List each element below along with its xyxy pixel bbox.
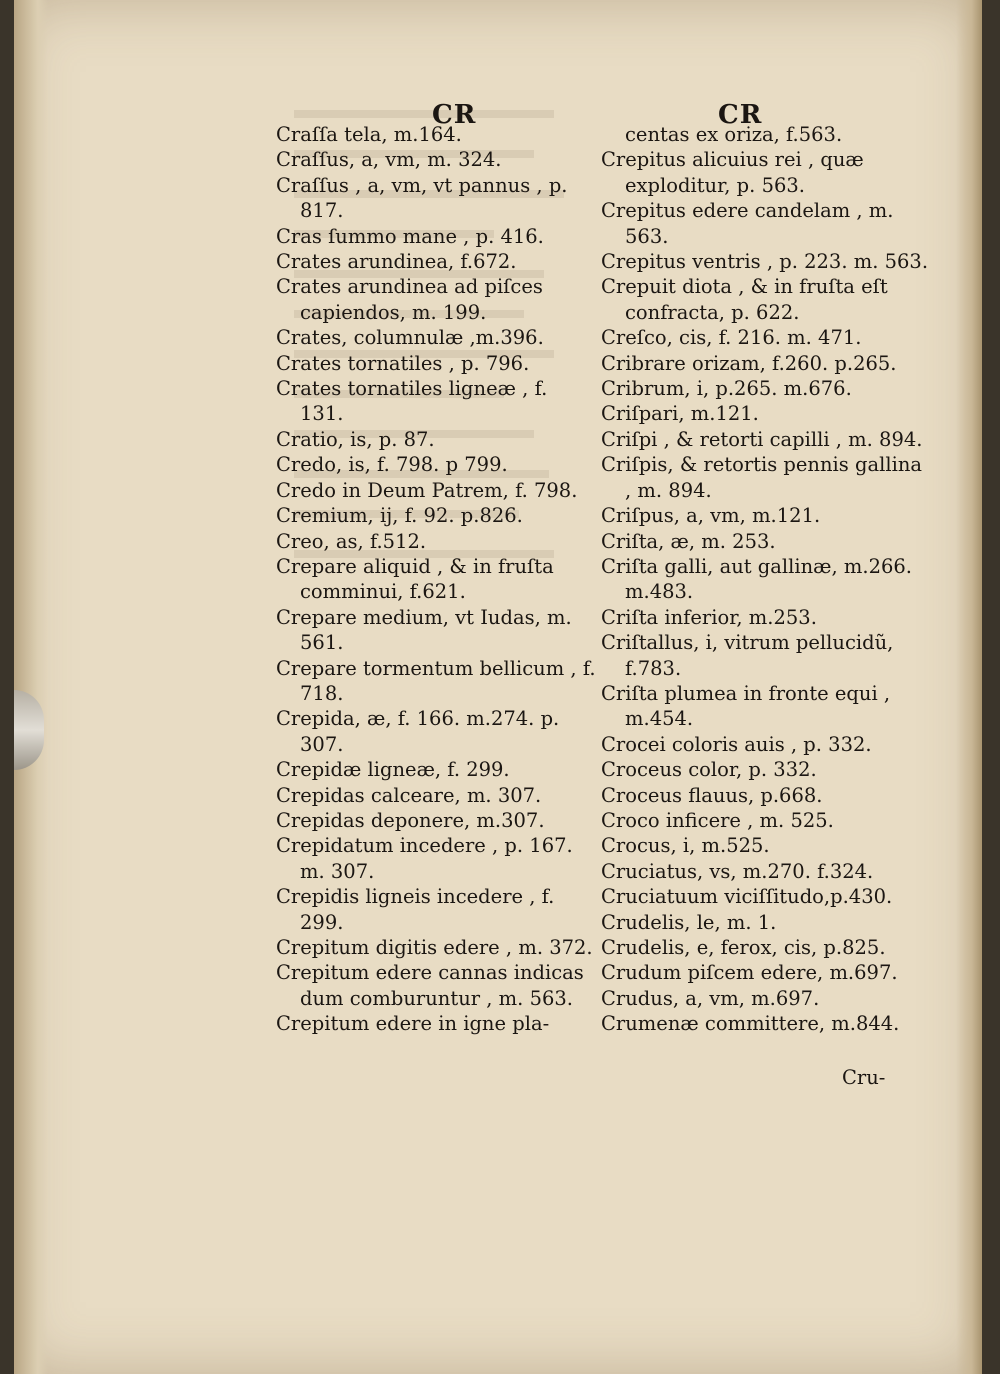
index-entry: Crepida, æ, f. 166. m.274. p. 307. [276,707,560,756]
index-entry: Cremium, ij, f. 92. p.826. [276,504,523,528]
index-entry: Crepitus edere candelam , m. 563. [601,199,894,248]
index-entry: Crates tornatiles ligneæ , f. 131. [276,377,548,426]
index-entry: Crumenæ committere, m.844. [601,1012,900,1036]
page-edge [956,0,982,1374]
index-entry: Crepare aliquid , & in fruſta comminui, f.621. [276,554,554,604]
index-entry: Crocus, i, m.525. [601,834,770,858]
index-entry: Crepidas calceare, m. 307. [276,783,542,807]
index-entry: Cratio, is, p. 87. [276,427,435,451]
index-entry: Crepidas deponere, m.307. [276,808,545,832]
index-entry: Croco inficere , m. 525. [601,808,834,832]
index-entry: Cruciatus, vs, m.270. f.324. [601,859,874,883]
index-entry: Crepitus alicuius rei , quæ exploditur, p. 563. [601,148,864,197]
index-entry: Creo, as, f.512. [276,529,427,553]
index-entry: Crepitum digitis edere , m. 372. [276,936,593,959]
running-header-left: CR [432,100,477,130]
index-entry: Crates arundinea ad piſces capiendos, m. 199. [276,275,543,324]
index-entry: Crepidæ ligneæ, f. 299. [276,758,510,782]
index-entry: Crepare tormentum bellicum , f. 718. [276,656,596,705]
page-gutter [14,0,48,1374]
index-entry: Criſta, æ, m. 253. [601,529,776,553]
running-header-right: CR [718,100,763,130]
index-entry: Criſpari, m.121. [601,402,759,426]
index-entry: Craſſus , a, vm, vt pannus , p. 817. [276,173,568,223]
index-entry: Crepitum edere cannas indicas dum comburuntur , m. 563. [276,961,584,1010]
index-entry: Criſpus, a, vm, m.121. [601,504,821,528]
catchword: Cru- [842,1066,886,1089]
index-entry: Cras ſummo mane , p. 416. [276,224,544,248]
index-entry: Croceus color, p. 332. [601,758,817,782]
index-entry: Crates tornatiles , p. 796. [276,351,530,375]
right-column [601,122,931,1037]
index-entry: Cribrum, i, p.265. m.676. [601,377,852,401]
index-entry: Cribrare orizam, f.260. p.265. [601,351,897,375]
index-entry: Creſco, cis, f. 216. m. 471. [601,326,862,350]
index-entry: Cruciatuum viciſſitudo,p.430. [601,885,893,909]
index-entry: Criſta galli, aut gallinæ, m.266. m.483. [601,554,913,604]
index-entry: Criſpis, & retortis pennis gallina , m. 894. [601,453,922,502]
index-entry: Craſſa tela, m.164. [276,123,462,146]
index-entry-continued: centas ex oriza, f.563. [625,123,843,146]
index-entry: Crudelis, le, m. 1. [601,910,777,934]
index-entry: Craſſus, a, vm, m. 324. [276,148,502,172]
index-entry: Crepitum edere in igne pla- [276,1012,550,1036]
index-entry: Credo, is, f. 798. p 799. [276,453,508,477]
index-entry: Criſta plumea in fronte equi , m.454. [601,681,891,731]
index-entry: Crepitus ventris , p. 223. m. 563. [601,250,929,274]
index-entry: Crates arundinea, f.672. [276,250,517,274]
index-entry: Crocei coloris auis , p. 332. [601,732,872,756]
index-entry: Croceus flauus, p.668. [601,783,823,807]
index-entry: Criſtallus, i, vitrum pellucidũ, f.783. [601,631,894,680]
index-entry: Crepare medium, vt Iudas, m. 561. [276,605,572,655]
index-entry: Crepidatum incedere , p. 167. m. 307. [276,834,573,883]
index-entry: Crepidis ligneis incedere , f. 299. [276,885,555,934]
index-entry: Crepuit diota , & in fruſta eſt confracta, p. 622. [601,275,888,324]
left-column [276,122,596,1037]
index-entry: Crudelis, e, ferox, cis, p.825. [601,936,886,959]
index-entry: Crates, columnulæ ,m.396. [276,326,544,350]
index-entry: Criſpi , & retorti capilli , m. 894. [601,427,923,451]
index-entry: Crudum piſcem edere, m.697. [601,961,898,985]
index-entry: Crudus, a, vm, m.697. [601,986,820,1010]
index-entry: Credo in Deum Patrem, f. 798. [276,478,578,502]
index-entry: Criſta inferior, m.253. [601,605,817,629]
